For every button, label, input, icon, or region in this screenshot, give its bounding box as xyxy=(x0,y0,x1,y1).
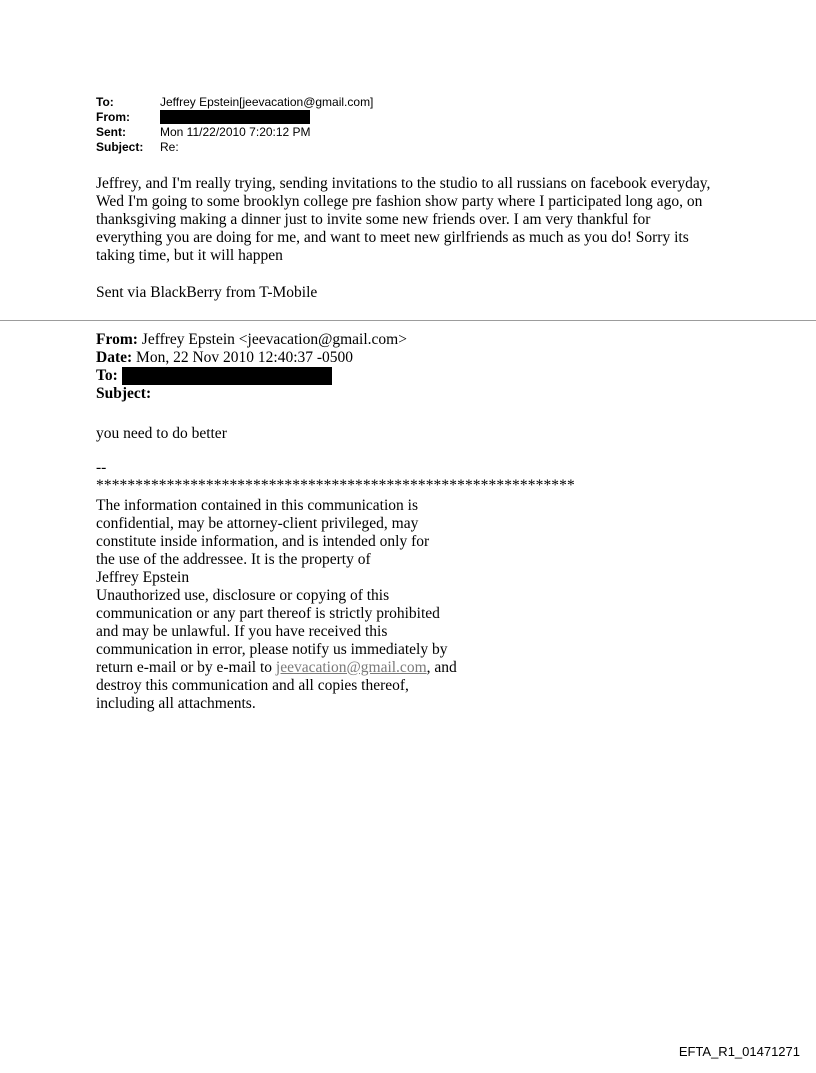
signature-separator: -- xyxy=(96,459,107,476)
original-date-value: Mon, 22 Nov 2010 12:40:37 -0500 xyxy=(136,349,354,366)
disclaimer-line: constitute inside information, and is intended only for xyxy=(96,533,430,550)
disclaimer-link-line xyxy=(96,659,516,677)
redaction-block xyxy=(160,110,310,124)
to-label: To: xyxy=(96,95,114,109)
disclaimer-line: Jeffrey Epstein xyxy=(96,569,190,586)
original-body: you need to do better xyxy=(96,425,227,442)
to-value: Jeffrey Epstein[jeevacation@gmail.com] xyxy=(160,95,374,109)
message-divider xyxy=(0,320,816,321)
original-from-row xyxy=(96,331,407,349)
sent-row xyxy=(96,125,373,140)
original-date-row xyxy=(96,349,407,367)
to-row xyxy=(96,95,373,110)
disclaimer-line: destroy this communication and all copies thereof, xyxy=(96,677,409,694)
original-date-label: Date: xyxy=(96,349,133,366)
reply-signature: Sent via BlackBerry from T-Mobile xyxy=(96,284,318,301)
disclaimer-link-prefix: return e-mail or by e-mail to xyxy=(96,659,276,676)
original-header xyxy=(96,331,407,403)
reply-header xyxy=(96,95,373,155)
original-to-row xyxy=(96,367,407,385)
document-id: EFTA_R1_01471271 xyxy=(678,1044,800,1059)
confidentiality-disclaimer xyxy=(96,497,516,713)
original-from-label: From: xyxy=(96,331,138,348)
disclaimer-line: The information contained in this communication is xyxy=(96,497,418,514)
disclaimer-line: communication or any part thereof is strictly prohibited xyxy=(96,605,440,622)
subject-label: Subject: xyxy=(96,140,144,154)
original-from-value: Jeffrey Epstein <jeevacation@gmail.com> xyxy=(141,331,407,348)
disclaimer-line: confidential, may be attorney-client privileged, may xyxy=(96,515,419,532)
disclaimer-line: Unauthorized use, disclosure or copying of this xyxy=(96,587,390,604)
from-row xyxy=(96,110,373,125)
subject-value: Re: xyxy=(160,140,179,154)
sent-label: Sent: xyxy=(96,125,126,139)
disclaimer-line: including all attachments. xyxy=(96,695,256,712)
star-separator: ************************************************************* xyxy=(96,477,575,494)
subject-row xyxy=(96,140,373,155)
original-subject-row xyxy=(96,385,407,403)
original-to-label: To: xyxy=(96,367,118,384)
sent-value: Mon 11/22/2010 7:20:12 PM xyxy=(160,125,311,139)
redaction-block xyxy=(122,367,332,385)
email-link[interactable]: jeevacation@gmail.com xyxy=(275,659,427,676)
reply-body: Jeffrey, and I'm really trying, sending invitations to the studio to all russians on facebook everyday, Wed I'm going to some brooklyn college pre fashion show party where I participated long ago, on thanksgiving making a dinner just to invite some new friends over. I am very thankful for everything you are doing for me, and want to meet new girlfriends as much as you do! Sorry its taking time, but it will happen xyxy=(96,175,711,264)
disclaimer-line: the use of the addressee. It is the property of xyxy=(96,551,371,568)
disclaimer-line: and may be unlawful. If you have received this xyxy=(96,623,388,640)
from-label: From: xyxy=(96,110,130,124)
disclaimer-line: communication in error, please notify us immediately by xyxy=(96,641,448,658)
disclaimer-link-suffix: , and xyxy=(426,659,457,676)
original-subject-label: Subject: xyxy=(96,385,152,402)
